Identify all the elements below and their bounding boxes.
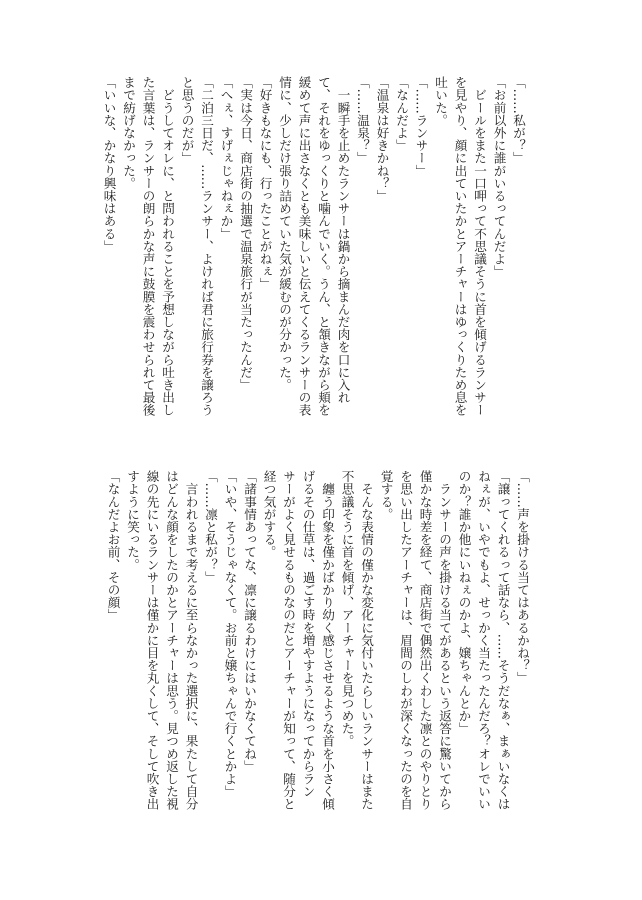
- text-line: 「なんだよ」: [394, 76, 409, 152]
- text-line: を見やり、顔に出ていたかとアーチャーはゆっくりため息を: [452, 76, 468, 417]
- text-line: ランサーの声を掛ける当てがあるという返答に驚いてから: [437, 470, 452, 811]
- text-line: のか？誰か他にいねぇのかよ、嬢ちゃんとか」: [456, 470, 472, 735]
- text-line: 線の先にいるランサーは僅かに目を丸くして、そして吹き出: [144, 470, 160, 811]
- text-line: た言葉は、ランサーの朗らかな声に鼓膜を震わせられて最後: [140, 76, 156, 417]
- text-line: 不思議そうに首を傾げ、アーチャーを見つめた。: [339, 470, 355, 748]
- text-line: を思い出したアーチャーは、眉間のしわが深くなったのを自: [398, 470, 413, 811]
- text-line: と思うのだが」: [179, 76, 195, 165]
- text-line: 「実は今日、商店街の抽選で温泉旅行が当たったんだ」: [238, 76, 253, 391]
- text-line: 「温泉は好きかね？」: [374, 76, 390, 202]
- text-line: ビールをまた一口呷って不思議そうに首を傾げるランサー: [472, 76, 487, 417]
- text-line: 覚する。: [378, 470, 394, 521]
- text-line: ねぇが、いやでもよ、せっかく当たったんだろ？オレでいい: [476, 470, 491, 811]
- text-line: て、それをゆっくりと噛んでいく。うん、と頷きながら頬を: [316, 76, 331, 417]
- text-line: 「諸事情あってな、凛に譲るわけにはいかなくてね」: [242, 470, 257, 773]
- text-line: げるその仕草は、過ごす時を増やすようになってからラン: [300, 470, 316, 798]
- text-line: 「いいな、かなり興味はある」: [101, 76, 117, 253]
- text-line: 「なんだよお前、その顔」: [105, 470, 121, 622]
- text-line: 「……温泉？」: [355, 76, 370, 165]
- text-line: 「二泊三日だ、……ランサー、よければ君に旅行券を譲ろう: [199, 76, 214, 417]
- text-line: まで紡げなかった。: [121, 76, 136, 190]
- text-line: サーがよく見せるものなのだとアーチャーが知って、随分と: [281, 470, 296, 811]
- lower-text-block: [104, 470, 532, 826]
- text-line: 「……私が？」: [511, 76, 526, 165]
- text-line: 「いや、そうじゃなくて。お前と嬢ちゃんで行くとかよ」: [222, 470, 238, 798]
- text-line: 緩めて声に出さなくとも美味しいと伝えてくるランサーの表: [296, 76, 312, 417]
- text-line: すように笑った。: [125, 470, 140, 571]
- text-line: 経つ気がする。: [261, 470, 277, 559]
- text-line: 一瞬手を止めたランサーは鍋から摘まんだ肉を口に入れ: [335, 76, 351, 404]
- text-line: 「好きもなにも、行ったことがねぇ」: [257, 76, 273, 291]
- text-line: 情に、少しだけ張り詰めていた気が緩むのが分かった。: [277, 76, 292, 391]
- text-line: そんな表情の僅かな変化に気付いたらしいランサーはまた: [359, 470, 374, 811]
- text-line: 言われるまで考えるに至らなかった選択に、果たして自分: [183, 470, 199, 811]
- text-line: 「譲ってくれるって話なら、……そうだなぁ、まぁいなくは: [495, 470, 511, 811]
- text-line: 「……声を掛ける当てはあるかね？」: [515, 470, 530, 685]
- text-line: どうしてオレに、と問われることを予想しながら吐き出し: [160, 76, 175, 417]
- text-line: 僅かな時差を経て、商店街で偶然出くわした凛とのやりとり: [417, 470, 433, 811]
- text-line: 「お前以外に誰がいるってんだよ」: [491, 76, 507, 278]
- upper-text-block: [101, 76, 528, 436]
- text-line: はどんな顔をしたのかとアーチャーは思う。見つめ返した視: [164, 470, 179, 811]
- text-line: 「……凛と私が？」: [203, 470, 218, 584]
- text-line: 「……ランサー」: [413, 76, 429, 177]
- text-line: 纏う印象を僅かばかり幼く感じさせるような首を小さく傾: [320, 470, 335, 811]
- text-line: 「へぇ、すげぇじゃねぇか」: [218, 76, 234, 240]
- text-line: 吐いた。: [433, 76, 448, 127]
